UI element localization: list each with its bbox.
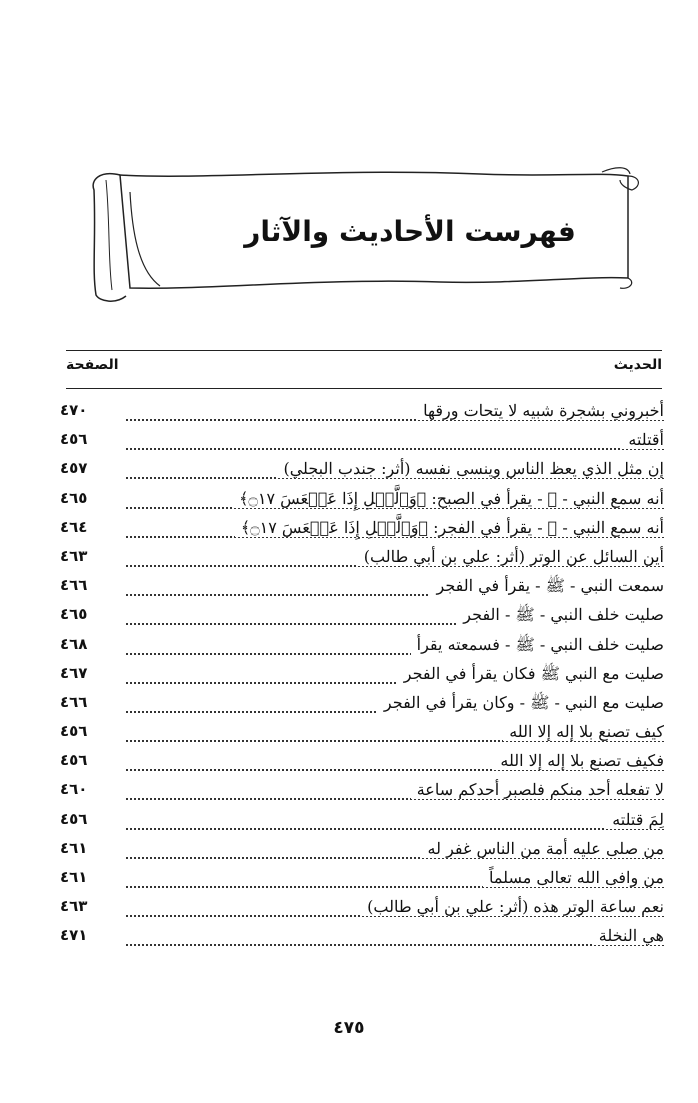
hadith-text: سمعت النبي - ﷺ - يقرأ في الفجر — [430, 576, 664, 599]
hadith-text: لِمَ قتلته — [606, 810, 664, 829]
leader-dots — [126, 928, 664, 946]
index-row — [60, 894, 664, 923]
index-row — [60, 544, 664, 573]
hadith-text: من صلى عليه أمة من الناس غفر له — [422, 839, 664, 858]
leader-dots — [126, 432, 664, 450]
header-bottom-rule — [66, 388, 662, 389]
index-row — [60, 456, 664, 485]
hadith-text: أنه سمع النبي - ﷺ - يقرأ في الفجر: ﴿وَٱلَّيۡلِ إِذَا عَسۡعَسَ ۝١٧﴾ — [235, 518, 664, 537]
hadith-text: صليت خلف النبي - ﷺ - فسمعته يقرأ — [411, 635, 664, 658]
hadith-text: أنه سمع النبي - ﷺ - يقرأ في الصبح: ﴿وَٱلَّيۡلِ إِذَا عَسۡعَسَ ۝١٧﴾ — [233, 489, 664, 508]
hadith-text: فكيف تصنع بلا إله إلا الله — [494, 751, 664, 770]
page-number: ٤٧٥ — [333, 1018, 365, 1038]
index-row — [60, 865, 664, 894]
page-ref: ٤٥٦ — [60, 722, 88, 741]
hadith-text: أين السائل عن الوتر (أثر: علي بن أبي طالب) — [358, 547, 664, 566]
page-ref: ٤٦٣ — [60, 546, 88, 565]
index-row — [60, 923, 664, 952]
page-ref: ٤٦١ — [60, 838, 88, 857]
hadith-text: نعم ساعة الوتر هذه (أثر: علي بن أبي طالب) — [361, 897, 664, 916]
page-ref: ٤٦٦ — [60, 692, 88, 711]
index-row — [60, 398, 664, 427]
page-ref: ٤٦٥ — [60, 488, 88, 507]
page-ref: ٤٥٦ — [60, 751, 88, 770]
hadith-text: هي النخلة — [593, 926, 664, 945]
hadith-text: صليت مع النبي ﷺ فكان يقرأ في الفجر — [398, 664, 664, 687]
hadith-text: إن مثل الذي يعظ الناس وينسى نفسه (أثر: جندب البجلي) — [277, 459, 664, 478]
page-ref: ٤٥٧ — [60, 459, 88, 478]
index-row — [60, 748, 664, 777]
column-header-page: الصفحة — [66, 357, 119, 373]
hadith-text: كيف تصنع بلا إله إلا الله — [503, 722, 664, 741]
page-ref: ٤٦٧ — [60, 663, 88, 682]
hadith-text: صليت خلف النبي - ﷺ - الفجر — [457, 605, 664, 628]
hadith-text: لا تفعله أحد منكم فلصبر أحدكم ساعة — [411, 780, 664, 799]
index-row — [60, 486, 664, 515]
page-ref: ٤٧١ — [60, 926, 88, 945]
hadith-text: من وافى الله تعالى مسلماً — [483, 868, 664, 887]
index-row — [60, 515, 664, 544]
column-header-hadith: الحديث — [613, 357, 662, 373]
index-list — [60, 398, 664, 953]
hadith-text: صليت مع النبي - ﷺ - وكان يقرأ في الفجر — [378, 693, 664, 716]
page-ref: ٤٧٠ — [60, 401, 88, 419]
hadith-text: أخبروني بشجرة شبيه لا يتحات ورقها — [417, 401, 664, 420]
index-row — [60, 807, 664, 836]
page-ref: ٤٦٠ — [60, 780, 88, 799]
page-ref: ٤٦٥ — [60, 605, 88, 624]
page-title: فهرست الأحاديث والآثار — [244, 215, 576, 248]
title-scroll-banner — [80, 160, 640, 320]
index-row — [60, 602, 664, 631]
leader-dots — [126, 812, 664, 830]
index-row — [60, 661, 664, 690]
page-ref: ٤٦٦ — [60, 576, 88, 595]
index-row — [60, 836, 664, 865]
index-row — [60, 777, 664, 806]
index-row — [60, 427, 664, 456]
index-row — [60, 573, 664, 602]
page-ref: ٤٦١ — [60, 868, 88, 886]
index-row — [60, 632, 664, 661]
page-ref: ٤٦٣ — [60, 897, 88, 916]
page-ref: ٤٦٤ — [60, 517, 88, 536]
index-row — [60, 690, 664, 719]
page-ref: ٤٦٨ — [60, 634, 88, 653]
page-ref: ٤٥٦ — [60, 430, 88, 449]
page-ref: ٤٥٦ — [60, 809, 88, 828]
header-top-rule — [66, 350, 662, 351]
hadith-text: أقتلته — [622, 430, 664, 449]
index-row — [60, 719, 664, 748]
